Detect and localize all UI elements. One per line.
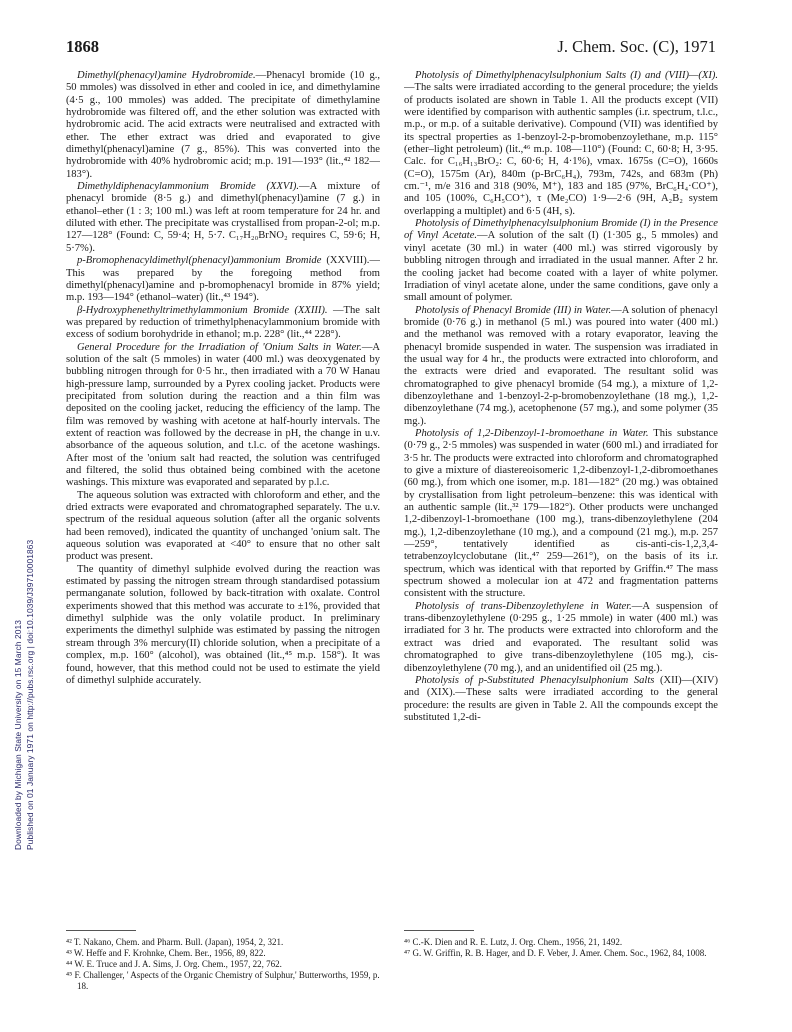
footnotes-right bbox=[404, 937, 718, 959]
paragraph: Photolysis of trans-Dibenzoylethylene in Water.—A suspension of trans-dibenzoylethylene (0·295 g., 1·25 mmole) in water (400 ml.) was irradiated for 3 hr. The products were extracted into chloroform and the extract was dried and evaporated. The resultant solid was chromatographed to give trans-dibenzoylethylene (105 mg.), cis-dibenzoylethylene (70 mg.), and an unidentified oil (25 mg.). bbox=[404, 600, 718, 674]
sidebar-watermark bbox=[2, 210, 35, 850]
paragraph: Dimethyldiphenacylammonium Bromide (XXVI).—A mixture of phenacyl bromide (8·5 g.) and dimethyl(phenacyl)amine (7 g.) in ethanol–ether (1 : 3; 100 ml.) was left at room temperature for 24 hr. and diluted with ether. The precipitate was crystallised from propan-2-ol; m.p. 127—128° (Found: C, 59·4; H, 5·7. C₁₇H₂₀BrNO₂ requires C, 59·6; H, 5·7%). bbox=[66, 181, 380, 254]
paragraph: Photolysis of p-Substituted Phenacylsulphonium Salts (XII)—(XIV) and (XIX).—These salts were irradiated according to the general procedure: the results are given in Table 2. All the compounds except the substituted 1,2-di- bbox=[404, 674, 718, 723]
footnote: ⁴² T. Nakano, Chem. and Pharm. Bull. (Japan), 1954, 2, 321. bbox=[66, 937, 284, 947]
footnote: ⁴⁴ W. E. Truce and J. A. Sims, J. Org. Chem., 1957, 22, 762. bbox=[66, 959, 282, 969]
footnote-divider bbox=[66, 930, 136, 931]
paragraph: Photolysis of 1,2-Dibenzoyl-1-bromoethane in Water. This substance (0·79 g., 2·5 mmoles) was suspended in water (600 ml.) and irradiated for 3·5 hr. The products were extracted into chloroform and chromatographed to give a mixture of diastereoisomeric 1,2-dibenzoyl-1,2-dibromoethanes (60 mg.), from which one isomer, m.p. 181—182° (20 mg.) was obtained by crystallisation from light petroleum–benzene: this was identical with an authentic sample (lit.,³² 179—182°). Other products were unchanged 1,2-dibenzoyl-1-bromoethane (100 mg.), trans-dibenzoylethylene (204 mg.), 1,2-dibenzoylethane (10 mg.), and a compound (21 mg.), m.p. 257—259°, tentatively identified as cis-anti-cis-1,2,3,4-tetrabenzoylcyclobutane (lit.,⁴⁷ 259—261°), on the basis of its i.r. spectrum, which was identical with that reported by Griffin.⁴⁷ The mass spectrum showed a molecular ion at 472 and fragmentation patterns consistent with the structure. bbox=[404, 427, 718, 600]
footnote: ⁴⁷ G. W. Griffin, R. B. Hager, and D. F. Veber, J. Amer. Chem. Soc., 1962, 84, 1008. bbox=[404, 948, 707, 958]
footnote: ⁴³ W. Heffe and F. Krohnke, Chem. Ber., 1956, 89, 822. bbox=[66, 948, 266, 958]
footnote: ⁴⁶ C.-K. Dien and R. E. Lutz, J. Org. Chem., 1956, 21, 1492. bbox=[404, 937, 623, 947]
paragraph: p-Bromophenacyldimethyl(phenacyl)ammonium Bromide (XXVIII).—This was prepared by the foregoing method from dimethyl(phenacyl)amine and p-bromophenacyl bromide in 87% yield; m.p. 193—194° (ethanol–water) (lit.,⁴³ 194°). bbox=[66, 255, 380, 304]
footnote-divider bbox=[404, 930, 474, 931]
left-column bbox=[66, 70, 380, 920]
download-notice: Downloaded by Michigan State University on 15 March 2013 bbox=[13, 620, 23, 850]
paragraph: Photolysis of Dimethylphenacylsulphonium Salts (I) and (VIII)—(XI).—The salts were irradiated according to the general procedure; the yields of products isolated are shown in Table 1. All the products except (VII) were identified by comparison with authentic samples (i.r. spectrum, t.l.c., m.p., or m.p. of a suitable derivative). Compound (VII) was identified by its spectral properties as 1-benzoyl-2-p-bromobenzoylethane, m.p. 115° (ether–light petroleum) (lit.,⁴⁶ m.p. 108—110°) (Found: C, 60·8; H, 3·95. Calc. for C₁₆H₁₃BrO₂: C, 60·6; H, 4·1%), νmax. 1675s (C=O), 1660s (C=O), 1575m (Ar), 840m (p-BrC₆H₄), 793m, 742s, and 683m (Ph) cm.⁻¹, m/e 316 and 318 (90%, M⁺), 183 and 185 (97%, BrC₆H₄·CO⁺), and 105 (100%, C₆H₅CO⁺), τ (Me₂CO) 1·9—2·6 (9H, A₂B₂ system overlapping a multiplet) and 6·5 (4H, s). bbox=[404, 70, 718, 217]
page-number: 1868 bbox=[66, 37, 99, 56]
page-header bbox=[66, 37, 716, 61]
footnotes-left bbox=[66, 937, 380, 992]
journal-name: J. Chem. Soc. (C), 1971 bbox=[557, 37, 716, 56]
published-notice: Published on 01 January 1971 on http://pubs.rsc.org | doi:10.1039/J39710001863 bbox=[25, 539, 35, 850]
paragraph: Dimethyl(phenacyl)amine Hydrobromide.—Phenacyl bromide (10 g., 50 mmoles) was dissolved in ether and cooled in ice, and dimethylamine (4·5 g., 100 mmoles) was added. The precipitate of dimethylamine hydrobromide was filtered off, and the ether solution was extracted with hydrobromic acid. The acid extracts were neutralised and extracted with ether. The ether extract was dried and evaporated to give dimethyl(phenacyl)amine (7 g., 85%). This was converted into the hydrobromide with 40% hydrobromic acid; m.p. 191—193° (lit.,⁴² 182—183°). bbox=[66, 70, 380, 180]
right-column bbox=[404, 70, 718, 920]
footnote: ⁴⁵ F. Challenger, ' Aspects of the Organic Chemistry of Sulphur,' Butterworths, 1959, p. 18. bbox=[66, 970, 380, 991]
paragraph: The aqueous solution was extracted with chloroform and ether, and the dried extracts were evaporated and chromatographed separately. The u.v. spectrum of the residual aqueous solution (after all the organic solvents had been removed), indicated the quantity of unchanged 'onium salt. The aqueous solution was evaporated at <40° to ensure that no other salt product was present. bbox=[66, 489, 380, 563]
paragraph: β-Hydroxyphenethyltrimethylammonium Bromide (XXIII). —The salt was prepared by reduction of trimethylphenacylammonium bromide with excess of sodium borohydride in ethanol; m.p. 228° (lit.,⁴⁴ 228°). bbox=[66, 304, 380, 341]
paragraph: The quantity of dimethyl sulphide evolved during the reaction was estimated by passing the nitrogen stream through standardised potassium permanganate solution, followed by back-titration with oxalate. Control experiments showed that this method was accurate to ±1%, provided that dimethyl sulphide was the only volatile product. In preliminary experiments the dimethyl sulphide was estimated by passing the nitrogen stream through 3% mercury(II) chloride solution, when a precipitate of a complex, m.p. 160° (alcohol), was obtained (lit.,⁴⁵ m.p. 158°). It was found, however, that this method could not be used to estimate the yield of dimethyl sulphide accurately. bbox=[66, 563, 380, 686]
paragraph: Photolysis of Phenacyl Bromide (III) in Water.—A solution of phenacyl bromide (0·76 g.) in methanol (5 ml.) was poured into water (400 ml.) and the methanol was removed with a rotary evaporator, leaving the phenacyl bromide suspended in water. The suspension was irradiated in the usual way for 4 hr., the products were extracted into chloroform, and the extracts were dried and evaporated. The resultant solid was chromatographed to give phenacyl bromide (54 mg.), a mixture of 1,2-dibenzoylethane and 1-benzoyl-2-p-bromobenzoylethane (18 mg.), 1,2-dibenzoylethane (74 mg.), acetophenone (57 mg.), and some polymer (35 mg.). bbox=[404, 304, 718, 427]
paragraph: General Procedure for the Irradiation of 'Onium Salts in Water.—A solution of the salt (5 mmoles) in water (400 ml.) was deoxygenated by bubbling nitrogen through for 0·5 hr., then irradiated with a 70 W Hanau high-pressure lamp, surrounded by a Pyrex cooling jacket. Products were precipitated from solution during the reaction and a thin film was deposited on the cooling jacket, reducing the efficiency of the lamp. The film was removed by washing with acetone at half-hourly intervals. The extent of reaction was followed by the decrease in pH, the change in u.v. absorbance of the aqueous solution, and t.l.c. of the acetone washings. After most of the 'onium salt had reacted, the solution was centrifuged and filtered, the solid thus obtained being combined with the acetone washings. This mixture was evaporated and separated by p.l.c. bbox=[66, 341, 380, 489]
paragraph: Photolysis of Dimethylphenacylsulphonium Bromide (I) in the Presence of Vinyl Acetate.—A solution of the salt (I) (1·305 g., 5 mmoles) and vinyl acetate (30 ml.) in water (400 ml.) was stirred vigorously by bubbling nitrogen through and irradiated in the usual manner. After 2 hr. the cooling jacket had become coated with a layer of white polymer. Irradiation of vinyl acetate alone, under the same conditions, gave only a small amount of polymer. bbox=[404, 218, 718, 304]
